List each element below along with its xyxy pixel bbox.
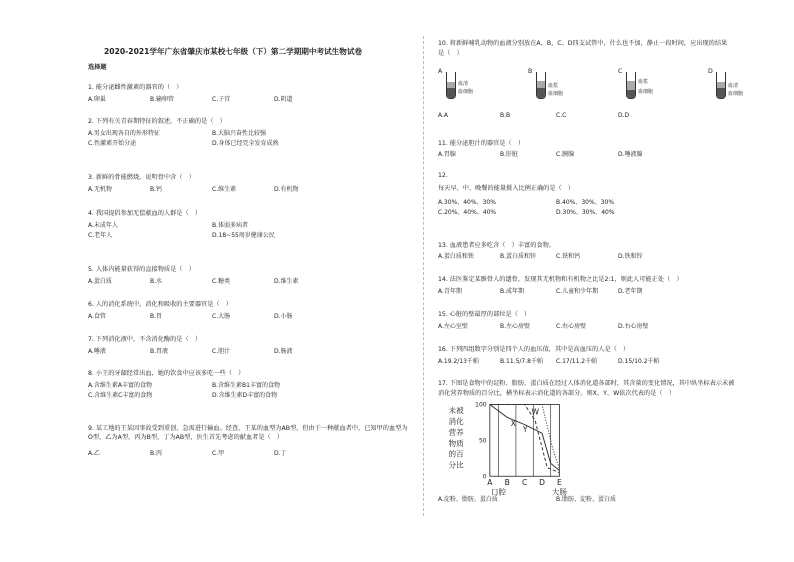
tube-d-lower-layer (717, 88, 725, 98)
x-tick-label: E (556, 477, 562, 487)
y-tick-label: 0 (482, 473, 487, 481)
question-17-line1: 17. 下图是食物中的淀粉、脂肪、蛋白质在经过人体消化道各部时，其含量的变化情况，其中纵坐标表示未被 (438, 380, 735, 387)
q9-option-a[interactable]: A.乙 (88, 450, 100, 457)
q13-option-c[interactable]: C.铁和钙 (556, 253, 581, 260)
q13-option-d[interactable]: D.铁和锌 (618, 253, 643, 260)
question-17-line2: 消化营养物质的百分比，横坐标表示消化道的各部分。则X、Y、W依次代表的是（ ） (438, 390, 675, 397)
q7-option-c[interactable]: C.胆汁 (212, 348, 231, 355)
q7-option-a[interactable]: A.唾液 (88, 348, 106, 355)
q5-option-a[interactable]: A.蛋白质 (88, 278, 112, 285)
question-6: 6. 人的消化系统中，消化和吸收的主要器官是（ ） (88, 301, 232, 308)
q17-option-a[interactable]: A.淀粉、脂肪、蛋白质 (438, 496, 498, 503)
question-12-number: 12. (438, 172, 448, 179)
series-label-x: X (510, 419, 516, 429)
digestion-chart (437, 398, 597, 498)
tube-c-label: C (618, 68, 623, 75)
q1-option-c[interactable]: C.子宫 (212, 96, 231, 103)
q2-option-c[interactable]: C.性激素开始分泌 (88, 140, 137, 147)
q10-option-d[interactable]: D.D (618, 112, 630, 119)
q4-option-b[interactable]: B.体弱多病者 (212, 222, 249, 229)
tube-c-lower-layer (627, 90, 635, 98)
ylabel-char: 营养 (448, 427, 464, 437)
q7-option-d[interactable]: D.肠液 (274, 348, 293, 355)
tube-b-tag-2: 血细胞 (548, 91, 564, 97)
tube-b (536, 72, 546, 99)
ylabel-char: 物质 (448, 438, 464, 448)
q1-option-b[interactable]: B.输卵管 (150, 96, 175, 103)
x-tick-label: D (539, 477, 545, 487)
tube-c-tag-2: 血细胞 (638, 89, 654, 95)
tube-b-upper-layer (537, 81, 545, 88)
q6-option-c[interactable]: C.大肠 (212, 313, 231, 320)
tube-c-upper-layer (627, 81, 635, 90)
q10-option-a[interactable]: A.A (438, 112, 449, 119)
q4-option-c[interactable]: C.老年人 (88, 232, 113, 239)
question-7: 7. 下列消化液中，不含消化酶的是（ ） (88, 336, 202, 343)
q15-option-a[interactable]: A.左心室壁 (438, 323, 468, 330)
question-13: 13. 血液患者应多吃含（ ）丰富的食物。 (438, 242, 555, 249)
x-region-label: 口腔 (490, 487, 507, 497)
tube-d (716, 72, 726, 99)
series-line-x (490, 405, 560, 471)
q6-option-b[interactable]: B.胃 (150, 313, 163, 320)
question-1: 1. 能分泌雌性激素的器官的（ ） (88, 84, 183, 91)
q14-option-d[interactable]: D.老年期 (618, 288, 643, 295)
x-tick-label: C (521, 477, 528, 487)
q15-option-d[interactable]: D.右心房壁 (618, 323, 649, 330)
q3-option-d[interactable]: D.有机物 (274, 186, 299, 193)
tube-a-tag-2: 血细胞 (458, 89, 474, 95)
column-divider (423, 36, 424, 516)
q8-option-c[interactable]: C.含维生素C丰富的食物 (88, 392, 153, 399)
q3-option-b[interactable]: B.钙 (150, 186, 163, 193)
q10-option-c[interactable]: C.C (556, 112, 567, 119)
q6-option-d[interactable]: D.小肠 (274, 313, 293, 320)
question-12: 每天早、中、晚餐的能量摄入比例正确的是（ ） (438, 185, 575, 192)
ylabel-char: 未被 (448, 406, 464, 416)
q9-option-c[interactable]: C.甲 (212, 450, 225, 457)
q11-option-c[interactable]: C.胰腺 (556, 151, 575, 158)
series-label-y: Y (522, 424, 528, 434)
y-tick-label: 100 (475, 401, 487, 409)
series-line-w (490, 405, 560, 470)
question-2: 2. 下列有关青春期特征的叙述，不正确的是（ ） (88, 118, 226, 125)
q3-option-c[interactable]: C.维生素 (212, 186, 237, 193)
tube-c (626, 72, 636, 99)
q14-option-b[interactable]: B.成年期 (500, 288, 525, 295)
chart-ylabel (449, 405, 465, 469)
question-4: 4. 我国提倡参加无偿献血的人群是（ ） (88, 210, 202, 217)
q8-option-a[interactable]: A.含维生素A丰富的食物 (88, 382, 153, 389)
ylabel-char: 的百 (448, 449, 464, 459)
q8-option-d[interactable]: D.含维生素D丰富的食物 (212, 392, 278, 399)
q9-option-b[interactable]: B.丙 (150, 450, 163, 457)
series-label-w: W (531, 407, 540, 417)
question-3: 3. 新鲜的骨能燃烧，说明骨中含（ ） (88, 174, 195, 181)
y-tick-label: 50 (478, 437, 487, 445)
q13-option-b[interactable]: B.蛋白质和锌 (500, 253, 537, 260)
q3-option-a[interactable]: A.无机物 (88, 186, 112, 193)
x-tick-label: A (487, 477, 493, 487)
q16-option-a[interactable]: A.19.2/13千帕 (438, 358, 479, 365)
q6-option-a[interactable]: A.食管 (88, 313, 106, 320)
ylabel-char: 分比 (448, 460, 464, 470)
q2-option-a[interactable]: A.男女出现各自的外形特征 (88, 130, 160, 137)
question-15: 15. 心脏的壁最厚的部位是（ ） (438, 311, 531, 318)
tube-d-tag-1: 血清 (728, 83, 739, 89)
ylabel-char: 消化 (448, 417, 464, 427)
tube-a (446, 72, 456, 99)
question-10-line1: 10. 将新鲜哺乳动物的血液分别放在A、B、C、D四支试管中，什么也不加，静止一段时间，应出现的结果 (438, 40, 728, 47)
question-14: 14. 法医鉴定某骸骨人的遗骨，发现其无机物和有机物之比是2:1，则此人可能正处（ ） (438, 276, 683, 283)
q4-option-d[interactable]: D.18~55周岁健康公民 (212, 232, 275, 239)
x-tick-label: B (504, 477, 510, 487)
tube-c-tag-1: 血浆 (638, 79, 649, 85)
tube-a-lower-layer (447, 88, 455, 98)
q4-option-a[interactable]: A.未成年人 (88, 222, 118, 229)
tube-b-label: B (528, 68, 533, 75)
tube-b-lower-layer (537, 88, 545, 98)
tube-d-label: D (708, 68, 713, 75)
q1-option-a[interactable]: A.卵巢 (88, 96, 106, 103)
x-region-label: 大肠 (551, 487, 567, 497)
q5-option-c[interactable]: C.糖类 (212, 278, 231, 285)
section-heading: 选择题 (88, 64, 107, 71)
q15-option-b[interactable]: B.左心房壁 (500, 323, 531, 330)
q15-option-c[interactable]: C.右心房壁 (556, 323, 587, 330)
q1-option-d[interactable]: D.阴道 (274, 96, 293, 103)
tube-d-tag-2: 血细胞 (728, 91, 744, 97)
q16-option-c[interactable]: C.17/11.2千帕 (556, 358, 598, 365)
q14-option-c[interactable]: C.儿童和少年期 (556, 288, 599, 295)
tube-a-tag-1: 血清 (458, 81, 469, 87)
question-10-line2: 是（ ） (438, 50, 463, 57)
page-title: 2020-2021学年广东省肇庆市某校七年级（下）第二学期期中考试生物试卷 (104, 47, 363, 56)
question-16: 16. 下列四组数字分别是四个人的血压值，其中是高血压的人是（ ） (438, 346, 630, 353)
q10-option-b[interactable]: B.B (500, 112, 511, 119)
q7-option-b[interactable]: B.胃液 (150, 348, 169, 355)
q12-option-b[interactable]: B.40%、30%、30% (556, 199, 615, 206)
q12-option-c[interactable]: C.20%、40%、40% (438, 209, 497, 216)
q11-option-a[interactable]: A.胃腺 (438, 151, 456, 158)
q11-option-d[interactable]: D.唾液腺 (618, 151, 643, 158)
plot-frame (490, 405, 560, 477)
q14-option-a[interactable]: A.青年期 (438, 288, 462, 295)
series-line-y (490, 405, 560, 473)
q11-option-b[interactable]: B.肝脏 (500, 151, 519, 158)
q2-option-d[interactable]: D.身体已经完全发育成熟 (212, 140, 279, 147)
q9-option-d[interactable]: D.丁 (274, 450, 287, 457)
tube-b-tag-1: 血浆 (548, 83, 559, 89)
q13-option-a[interactable]: A.蛋白质和铁 (438, 253, 474, 260)
q2-option-b[interactable]: B.大脑兴奋性比较强 (212, 130, 267, 137)
q16-option-b[interactable]: B.11.5/7.8千帕 (500, 358, 543, 365)
question-9: 9. 某工地的王某因事故受到重创，急需进行输血。经查，王某的血型为AB型，但由于一种献血者中，已知甲的血型为O型，乙为A型，丙为B型，丁为AB型，医生首先考虑的献血者是（ ） (88, 425, 408, 441)
q17-option-b[interactable]: B.脂肪、淀粉、蛋白质 (556, 496, 617, 503)
q12-option-a[interactable]: A.30%、40%、30% (438, 199, 496, 206)
q8-option-b[interactable]: B.含维生素B1丰富的食物 (212, 382, 280, 389)
question-8: 8. 小王的牙龈经常出血，她的饮食中应该多吃一些（ ） (88, 370, 245, 377)
tube-a-label: A (438, 68, 443, 75)
q5-option-d[interactable]: D.维生素 (274, 278, 299, 285)
question-11: 11. 能分泌胆汁的器官是（ ） (438, 140, 525, 147)
q5-option-b[interactable]: B.水 (150, 278, 163, 285)
question-5: 5. 人体内能量获得的直接物质是（ ） (88, 266, 195, 273)
q12-option-d[interactable]: D.30%、30%、40% (556, 209, 615, 216)
q16-option-d[interactable]: D.15/10.2千帕 (618, 358, 660, 365)
